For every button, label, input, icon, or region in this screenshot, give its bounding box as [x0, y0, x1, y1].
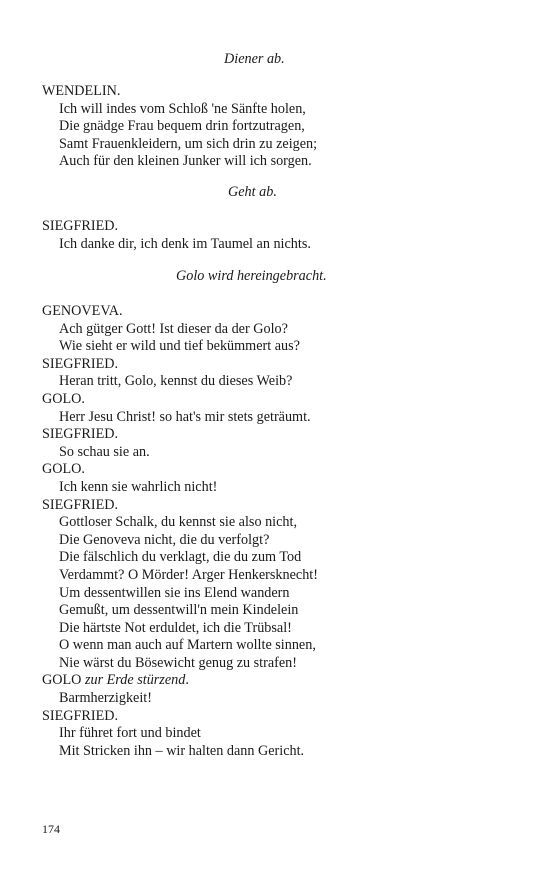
verse-line: Um dessentwillen sie ins Elend wandern: [59, 584, 290, 601]
verse-line: Ich will indes vom Schloß 'ne Sänfte holen,: [59, 100, 306, 117]
verse-line: O wenn man auch auf Martern wollte sinnen,: [59, 637, 316, 654]
stage-direction-diener-ab: Diener ab.: [224, 51, 285, 67]
stage-direction-inline: zur Erde stürzend: [84, 672, 186, 689]
stage-direction-golo-hereingebracht: Golo wird hereingebracht.: [176, 268, 327, 284]
verse-line: Samt Frauenkleidern, um sich drin zu zeigen;: [59, 135, 318, 152]
verse-line: Wie sieht er wild und tief bekümmert aus?: [59, 338, 300, 355]
stage-direction-geht-ab: Geht ab.: [228, 184, 277, 200]
speech-wendelin: [42, 83, 512, 171]
speaker-name: SIEGFRIED.: [42, 496, 119, 513]
verse-line: Ich kenn sie wahrlich nicht!: [59, 478, 218, 495]
speaker-name: GOLO.: [42, 390, 85, 407]
verse-line: Verdammt? O Mörder! Arger Henkersknecht!: [59, 566, 318, 583]
verse-line: Herr Jesu Christ! so hat's mir stets geträumt.: [59, 408, 311, 425]
speech-siegfried-1: [42, 218, 512, 253]
verse-line: Gottloser Schalk, du kennst sie also nicht,: [59, 514, 298, 531]
page-number: 174: [42, 822, 60, 836]
speaker-name: SIEGFRIED.: [42, 426, 119, 443]
verse-line: Mit Stricken ihn – wir halten dann Gericht.: [59, 742, 305, 759]
verse-line: Gemußt, um dessentwill'n mein Kindelein: [59, 602, 299, 619]
verse-line: So schau sie an.: [59, 443, 150, 460]
verse-line: Ich danke dir, ich denk im Taumel an nichts.: [59, 235, 311, 252]
verse-line: Ihr führet fort und bindet: [59, 725, 201, 742]
speaker-name: WENDELIN.: [42, 83, 121, 99]
verse-line: Auch für den kleinen Junker will ich sorgen.: [59, 153, 312, 170]
speaker-name: SIEGFRIED.: [42, 707, 119, 724]
verse-line: Ach gütger Gott! Ist dieser da der Golo?: [59, 320, 288, 337]
speaker-punctuation: .: [185, 672, 189, 689]
speaker-name: GOLO: [42, 672, 82, 689]
dialogue: [42, 303, 512, 760]
verse-line: Die fälschlich du verklagt, die du zum Tod: [59, 549, 302, 566]
speaker-name: GOLO.: [42, 461, 85, 478]
speaker-name: GENOVEVA.: [42, 303, 123, 319]
verse-line: Die gnädge Frau bequem drin fortzutragen,: [59, 118, 305, 135]
verse-line: Die härtste Not erduldet, ich die Trübsal!: [59, 619, 292, 636]
verse-line: Barmherzigkeit!: [59, 690, 152, 707]
speaker-with-direction: [42, 672, 512, 690]
speaker-name: SIEGFRIED.: [42, 218, 119, 234]
verse-line: Nie wärst du Bösewicht genug zu strafen!: [59, 654, 297, 671]
verse-line: Die Genoveva nicht, die du verfolgt?: [59, 531, 270, 548]
verse-line: Heran tritt, Golo, kennst du dieses Weib?: [59, 373, 293, 390]
speaker-name: SIEGFRIED.: [42, 355, 119, 372]
